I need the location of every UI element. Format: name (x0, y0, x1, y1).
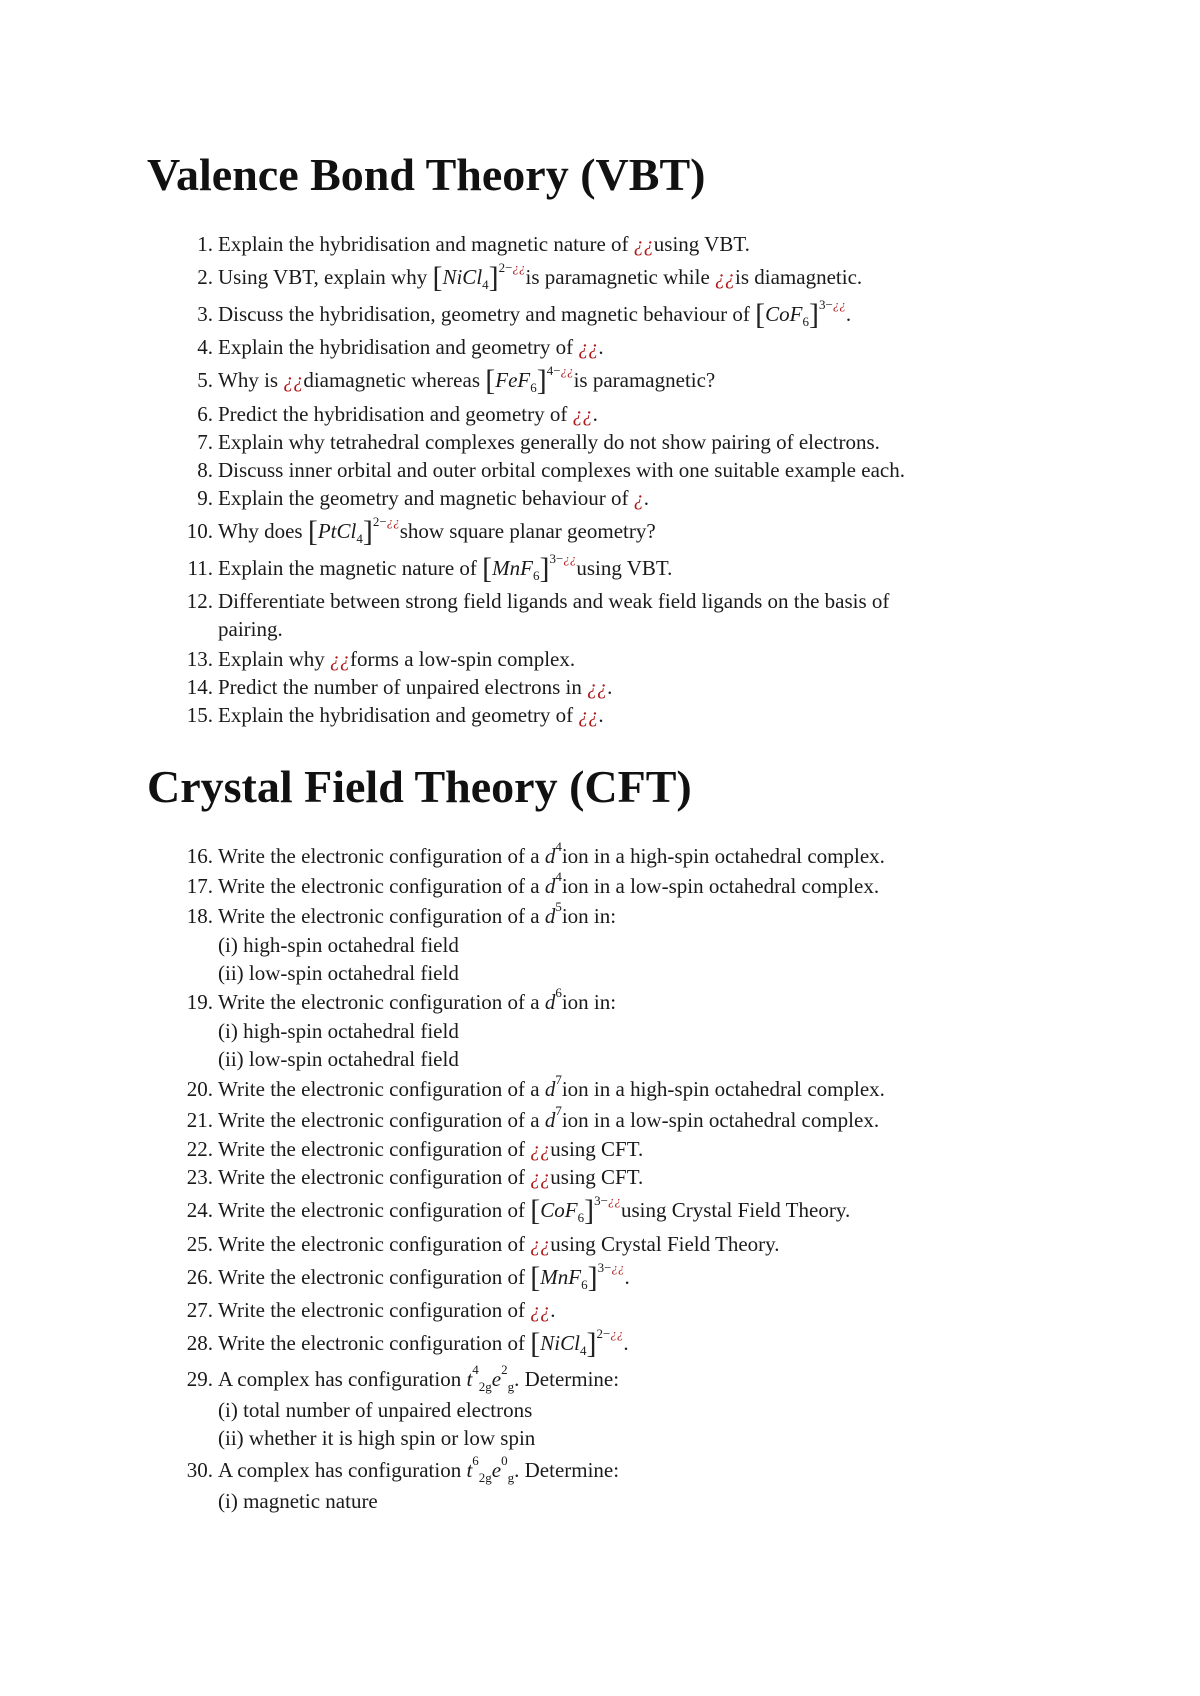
config-t2g-eg-2: $t^6_{2g}e^0_g$ (466, 1453, 515, 1485)
question-19-part-i: (i) high-spin octahedral field (218, 1019, 459, 1043)
formula-fef6: $[FeF_6]^{4-¿¿}$ (485, 363, 574, 397)
question-18-part-ii: (ii) low-spin octahedral field (218, 961, 459, 985)
question-18-part-i: (i) high-spin octahedral field (218, 933, 459, 957)
question-29-part-i: (i) total number of unpaired electrons (218, 1398, 533, 1422)
formula-cof6: $[CoF_6]^{3-¿¿}$ (755, 297, 846, 331)
question-30-part-i: (i) magnetic nature (218, 1489, 378, 1513)
question-19-part-ii: (ii) low-spin octahedral field (218, 1047, 459, 1071)
formula-cof6-2: $[CoF_6]^{3-¿¿}$ (530, 1193, 621, 1227)
section-title-vbt: Valence Bond Theory (VBT) (147, 149, 706, 200)
formula-nicl4-2: [NiCl$_4$]$^{2-¿¿}$ (530, 1326, 624, 1360)
document-page: Valence Bond Theory (VBT) 1. Explain the hybridisation and magnetic nature of ¿¿using VBT. 2. Using VBT, explain why [NiCl$_4$]$^{2-¿¿}$is paramagnetic while ¿¿is diamagnetic. 3. Discuss the hybridisation, geometry and magnetic behaviour of $[CoF_6]^{3-¿¿}$. 4. Explain the hybridisation and geometry of ¿¿. 5. Why is ¿¿diamagnetic whereas $[FeF_6]^{4-¿¿}is$ paramagnetic? 6. Predict the hybridisation and geometry of ¿¿. 7. Explain why tetrahedral complexes generally do not show pairing of electrons. 8. Discuss inner orbital and outer orbital complexes with one suitable example each. 9. Explain the geometry and magnetic behaviour of ¿. 10. Why does [PtCl$_4$]$^{2-¿¿}$show square planar geometry? 11. Explain the magnetic nature of $[MnF_6]^{3-¿¿}using$ VBT. 12. Differentiate between strong field ligands and weak field ligands on the basis of pairing. 13. Explain why ¿¿forms a low-spin complex. 14. Predict the number of unpaired electrons in ¿¿. 15. Explain the hybridisation and geometry of ¿¿. Crystal Field Theory (CFT) 16. Write the electronic configuration of a $d^4ion$ in a high-spin octahedral complex. 17. Write the electronic configuration of a $d^4ion$ in a low-spin octahedral complex. 18. Write the electronic configuration of a $d^5ion$ in: (i) high-spin octahedral field (ii) low-spin octahedral field 19. Write the electronic configuration of a $d^6ion$ in: (i) high-spin octahedral field (ii) low-spin octahedral field 20. Write the electronic configuration of a $d^7ion$ in a high-spin octahedral complex. 21. Write the electronic configuration of a $d^7ion$ in a low-spin octahedral complex. 22. Write the electronic configuration of ¿¿using CFT. 23. Write the electronic configuration of ¿¿using CFT. 24. Write the electronic configuration of $[CoF_6]^{3-¿¿}using$ Crystal Field Theory. 25. Write the electronic configuration of ¿¿using Crystal Field Theory. 26. Write the electronic configuration of $[MnF_6]^{3-¿¿}$. 27. Write the electronic configuration of ¿¿. 28. Write the electronic configuration of [NiCl$_4$]$^{2-¿¿}$. 29. A complex has configuration $t^4_{2g}e^2_g$. Determine: (i) total number of unpaired electrons (ii) whether it is high spin or low spin 30. A complex has configuration $t^6_{2g}e^0_g$. Determine: (i) magnetic nature (147, 149, 905, 1513)
config-t2g-eg: $t^4_{2g}e^2_g$ (466, 1362, 515, 1394)
question-29-part-ii: (ii) whether it is high spin or low spin (218, 1426, 536, 1450)
formula-mnf6: $[MnF_6]^{3-¿¿}$ (482, 551, 577, 585)
formula-mnf6-2: $[MnF_6]^{3-¿¿}$ (530, 1260, 625, 1294)
section-title-cft: Crystal Field Theory (CFT) (147, 761, 692, 812)
formula-nicl4: [NiCl$_4$]$^{2-¿¿}$ (432, 260, 526, 294)
formula-ptcl4: [PtCl$_4$]$^{2-¿¿}$ (307, 514, 400, 548)
